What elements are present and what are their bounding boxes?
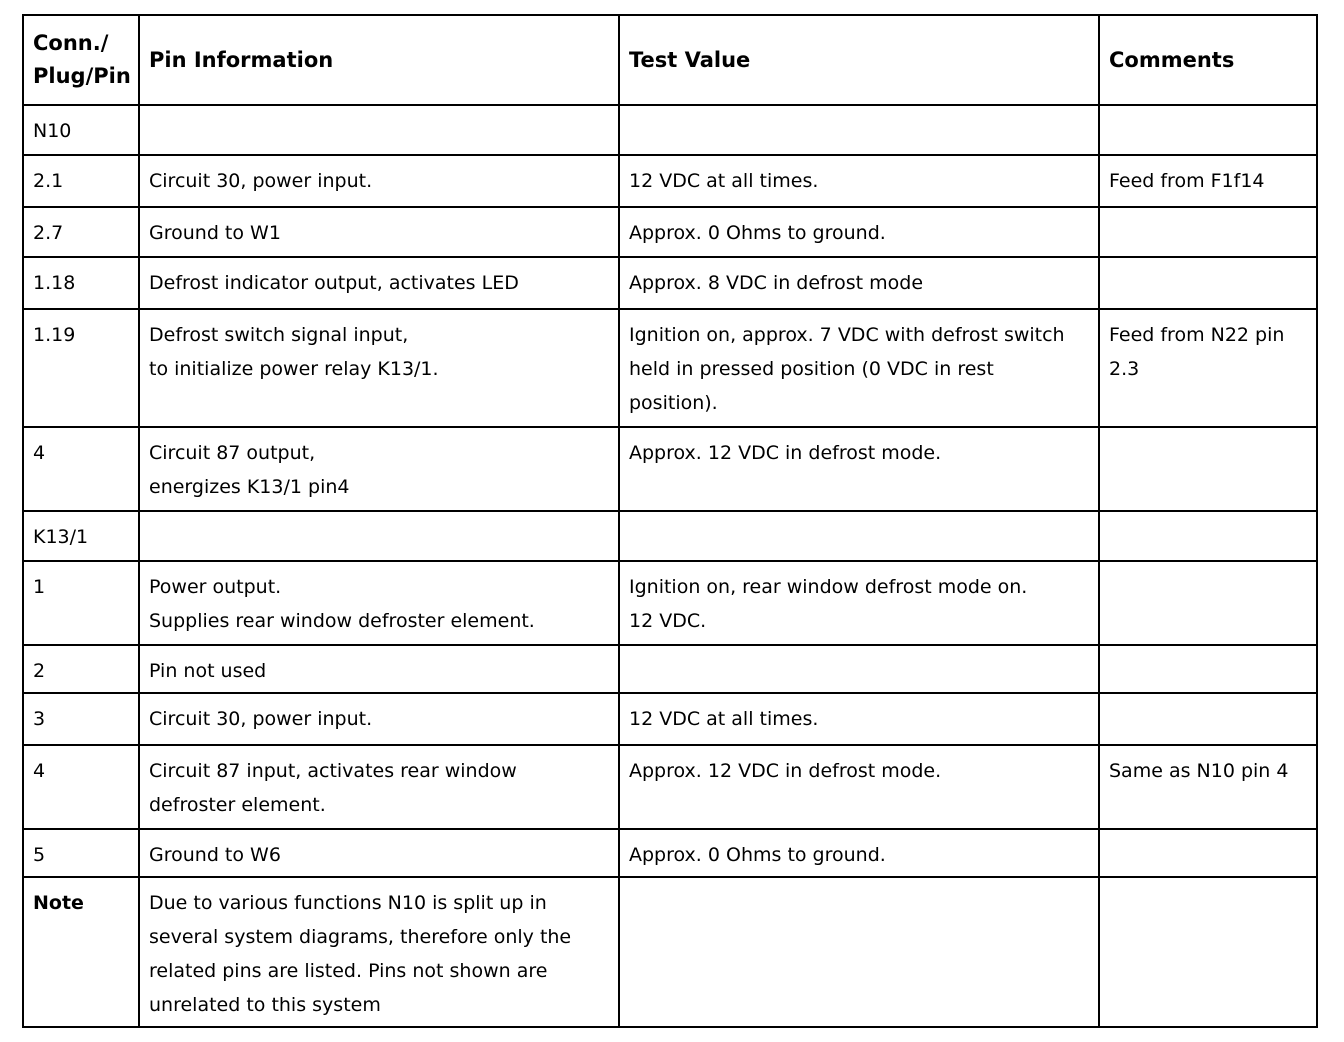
- cell-pin: 2.1: [23, 155, 139, 207]
- table-row: [23, 511, 1317, 561]
- cell-comment: [1099, 645, 1317, 693]
- cell-info: [139, 105, 619, 155]
- cell-info: Circuit 87 input, activates rear window defroster element.: [139, 745, 619, 829]
- cell-info: Circuit 30, power input.: [139, 155, 619, 207]
- cell-pin: 1.18: [23, 257, 139, 309]
- header-comments: Comments: [1099, 15, 1317, 105]
- cell-info: Circuit 87 output, energizes K13/1 pin4: [139, 427, 619, 511]
- header-pin-info: Pin Information: [139, 15, 619, 105]
- cell-test: Approx. 12 VDC in defrost mode.: [619, 427, 1099, 511]
- table-row: [23, 309, 1317, 427]
- cell-comment: [1099, 561, 1317, 645]
- cell-comment: [1099, 829, 1317, 877]
- table-row: [23, 829, 1317, 877]
- table-row: [23, 207, 1317, 257]
- cell-test: [619, 877, 1099, 1027]
- table-row: [23, 645, 1317, 693]
- cell-info: Ground to W1: [139, 207, 619, 257]
- cell-test: [619, 511, 1099, 561]
- header-conn: Conn./ Plug/Pin: [23, 15, 139, 105]
- cell-test: [619, 645, 1099, 693]
- table-row: [23, 105, 1317, 155]
- cell-pin: 4: [23, 427, 139, 511]
- cell-info: [139, 511, 619, 561]
- header-test-value: Test Value: [619, 15, 1099, 105]
- cell-comment: [1099, 207, 1317, 257]
- cell-pin: 4: [23, 745, 139, 829]
- table-row: [23, 693, 1317, 745]
- cell-comment: [1099, 693, 1317, 745]
- cell-pin: 1: [23, 561, 139, 645]
- cell-pin: K13/1: [23, 511, 139, 561]
- cell-comment: [1099, 257, 1317, 309]
- cell-info: Power output. Supplies rear window defroster element.: [139, 561, 619, 645]
- cell-comment: [1099, 105, 1317, 155]
- cell-test: Approx. 8 VDC in defrost mode: [619, 257, 1099, 309]
- cell-pin: 1.19: [23, 309, 139, 427]
- cell-pin: 3: [23, 693, 139, 745]
- table-row: [23, 745, 1317, 829]
- note-row: [23, 877, 1317, 1027]
- cell-test: 12 VDC at all times.: [619, 693, 1099, 745]
- table-row: [23, 257, 1317, 309]
- cell-pin: 2.7: [23, 207, 139, 257]
- pin-test-table: [22, 14, 1318, 1028]
- cell-pin: N10: [23, 105, 139, 155]
- cell-test: Approx. 0 Ohms to ground.: [619, 207, 1099, 257]
- cell-info: Circuit 30, power input.: [139, 693, 619, 745]
- cell-comment: Feed from F1f14: [1099, 155, 1317, 207]
- table-row: [23, 155, 1317, 207]
- cell-pin: 2: [23, 645, 139, 693]
- cell-test: [619, 105, 1099, 155]
- cell-comment: [1099, 877, 1317, 1027]
- cell-info: Defrost switch signal input, to initialize power relay K13/1.: [139, 309, 619, 427]
- cell-test: Ignition on, rear window defrost mode on. 12 VDC.: [619, 561, 1099, 645]
- cell-comment: Feed from N22 pin 2.3: [1099, 309, 1317, 427]
- table-row: [23, 561, 1317, 645]
- note-text: Due to various functions N10 is split up in several system diagrams, therefore only the related pins are listed. Pins not shown are unrelated to this system: [139, 877, 619, 1027]
- cell-pin: 5: [23, 829, 139, 877]
- cell-info: Defrost indicator output, activates LED: [139, 257, 619, 309]
- cell-comment: Same as N10 pin 4: [1099, 745, 1317, 829]
- cell-info: Pin not used: [139, 645, 619, 693]
- cell-test: Ignition on, approx. 7 VDC with defrost switch held in pressed position (0 VDC in rest position).: [619, 309, 1099, 427]
- cell-test: Approx. 0 Ohms to ground.: [619, 829, 1099, 877]
- cell-test: Approx. 12 VDC in defrost mode.: [619, 745, 1099, 829]
- cell-comment: [1099, 511, 1317, 561]
- note-label: Note: [23, 877, 139, 1027]
- table-row: [23, 427, 1317, 511]
- cell-comment: [1099, 427, 1317, 511]
- cell-info: Ground to W6: [139, 829, 619, 877]
- header-row: [23, 15, 1317, 105]
- cell-test: 12 VDC at all times.: [619, 155, 1099, 207]
